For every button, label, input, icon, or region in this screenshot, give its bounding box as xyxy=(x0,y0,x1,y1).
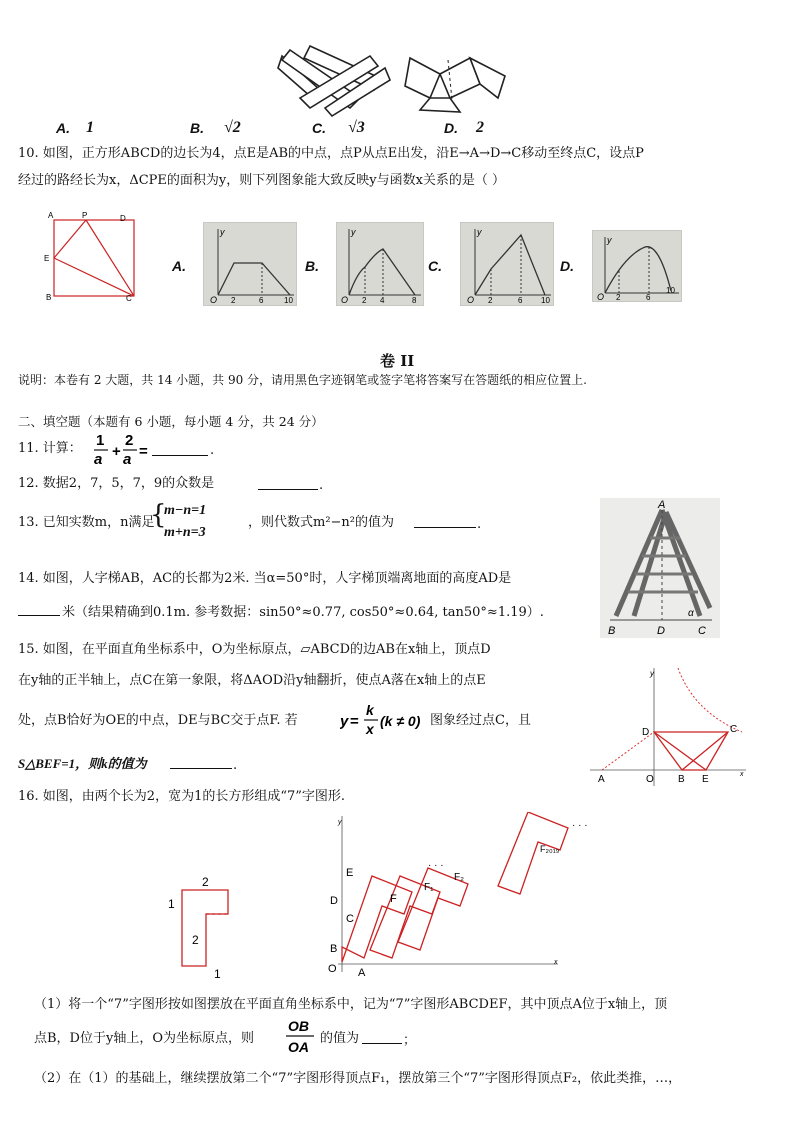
q15-label-b: B xyxy=(678,774,685,785)
svg-text:a: a xyxy=(94,451,103,468)
q9-option-b-value: √2 xyxy=(224,119,241,136)
q15-text-line3b: 图象经过点C，且 xyxy=(430,713,531,728)
q10-option-c-letter: C. xyxy=(428,258,442,274)
q12-text: 12. 数据2，7，5，7，9的众数是 xyxy=(18,476,215,491)
q14-answer-blank[interactable] xyxy=(18,601,60,616)
q10-label-p: P xyxy=(82,211,88,220)
q16-small-label-mid: 2 xyxy=(192,933,199,947)
q14-label-alpha: α xyxy=(688,608,694,619)
q15-text-line2: 在y轴的正半轴上，点C在第一象限，将ΔAOD沿y轴翻折，使点A落在x轴上的点E xyxy=(18,673,486,688)
q15-text-line4: S△BEF=1，则k的值为 xyxy=(18,756,147,771)
svg-text:O: O xyxy=(597,292,605,302)
svg-text:y: y xyxy=(477,227,482,237)
q10-label-b: B xyxy=(46,293,52,302)
part2-title: 卷 II xyxy=(380,352,415,370)
q10-a-tick-2: 6 xyxy=(259,296,264,305)
q9-folded-strips-figure xyxy=(270,38,510,118)
q13-eq1: m−n=1 xyxy=(164,503,207,518)
q16-big-label-c: C xyxy=(346,913,354,925)
q10-option-b-letter: B. xyxy=(305,258,319,274)
q9-option-d-letter: D. xyxy=(444,120,458,136)
q15-answer-blank[interactable] xyxy=(170,754,232,769)
q10-square-figure xyxy=(40,210,150,305)
q9-option-a-value: 1 xyxy=(86,119,94,136)
q10-d-tick-1: 2 xyxy=(616,293,621,302)
q10-option-a-letter: A. xyxy=(172,258,186,274)
section2-title: 二、填空题（本题有 6 小题，每小题 4 分，共 24 分） xyxy=(18,414,324,429)
q14-text-line1: 14. 如图，人字梯AB，AC的长都为2米. 当α=50°时，人字梯顶端离地面的高度AD是 xyxy=(18,571,512,586)
q13-brace: { xyxy=(150,500,167,530)
q10-text-line2: 经过的路经长为x，ΔCPE的面积为y，则下列图象能大致反映y与函数x关系的是（ ） xyxy=(18,173,506,188)
svg-text:x: x xyxy=(366,721,374,737)
q10-option-d-letter: D. xyxy=(560,258,574,274)
q16-big-label-o: O xyxy=(328,963,337,975)
svg-text:=: = xyxy=(139,443,148,460)
q16-small-label-top: 2 xyxy=(202,875,209,889)
q10-a-tick-1: 2 xyxy=(231,296,236,305)
q16-big-label-f1: F₁ xyxy=(424,882,434,893)
q11-fraction-expression xyxy=(92,430,152,470)
q16-big-label-f2: F₂ xyxy=(454,872,464,883)
q15-label-a: A xyxy=(598,774,605,785)
q10-label-c: C xyxy=(126,294,132,303)
q9-option-c-value: √3 xyxy=(348,119,365,136)
q9-options-row xyxy=(56,120,756,142)
svg-text:y: y xyxy=(220,227,225,237)
q10-graph-b xyxy=(336,222,424,306)
q11-answer-blank[interactable] xyxy=(152,441,208,456)
q15-label-e: E xyxy=(702,774,709,785)
q10-text-line1: 10. 如图，正方形ABCD的边长为4，点E是AB的中点，点P从点E出发，沿E→A→D→C移动至终点C，设点P xyxy=(18,146,644,161)
q15-label-c: C xyxy=(730,724,738,735)
svg-text:O: O xyxy=(467,295,475,305)
q16-big-label-d: D xyxy=(330,895,338,907)
svg-text:O: O xyxy=(341,295,349,305)
q16-seven-shape-small xyxy=(160,870,240,980)
svg-text:(k ≠ 0): (k ≠ 0) xyxy=(380,713,421,729)
q10-graph-c xyxy=(460,222,554,306)
q13-answer-blank[interactable] xyxy=(414,513,476,528)
q10-label-a: A xyxy=(48,211,54,220)
q15-text-line3a: 处，点B恰好为OE的中点，DE与BC交于点F. 若 xyxy=(18,713,298,728)
q16-ob-oa-fraction xyxy=(284,1014,320,1058)
q16-big-label-y: y xyxy=(338,819,342,826)
svg-text:y: y xyxy=(607,235,612,245)
q10-label-d: D xyxy=(120,214,126,223)
q13-prefix: 13. 已知实数m，n满足 xyxy=(18,515,155,530)
svg-text:2: 2 xyxy=(125,432,134,449)
svg-text:· · ·: · · · xyxy=(428,860,444,871)
q9-option-d-value: 2 xyxy=(476,119,484,136)
q10-d-tick-3: 10 xyxy=(666,286,675,295)
q16-big-label-x: x xyxy=(554,959,558,966)
q13-eq2: m+n=3 xyxy=(164,525,206,540)
q15-coordinate-figure xyxy=(590,662,750,788)
q16-text-line1: 16. 如图，由两个长为2，宽为1的长方形组成“7”字图形. xyxy=(18,789,346,804)
svg-text:OB: OB xyxy=(288,1018,309,1034)
q16-sub2-text: （2）在（1）的基础上，继续摆放第二个“7”字图形得顶点F₁，摆放第三个“7”字图形得顶点F₂，依此类推，…， xyxy=(34,1071,682,1086)
q14-label-c: C xyxy=(698,625,706,637)
q16-sub1-line1: （1）将一个“7”字图形按如图摆放在平面直角坐标系中，记为“7”字图形ABCDEF，其中顶点A位于x轴上，顶 xyxy=(34,997,668,1012)
part2-note: 说明：本卷有 2 大题，共 14 小题，共 90 分，请用黑色字迹钢笔或签字笔将答案写在答题纸的相应位置上. xyxy=(18,373,587,387)
q15-label-y: y xyxy=(650,669,654,678)
q16-big-label-f: F xyxy=(390,893,397,905)
svg-text:OA: OA xyxy=(288,1039,309,1055)
svg-text:· · ·: · · · xyxy=(572,820,588,831)
q9-option-a-letter: A. xyxy=(56,120,70,136)
q9-option-c-letter: C. xyxy=(312,120,326,136)
q10-b-tick-2: 4 xyxy=(380,296,385,305)
q10-b-tick-1: 2 xyxy=(362,296,367,305)
q11-prefix: 11. 计算： xyxy=(18,441,82,456)
q10-label-e: E xyxy=(44,254,50,263)
q16-big-label-b: B xyxy=(330,943,338,955)
q10-graph-a xyxy=(203,222,297,306)
q16-sub1-middle: 的值为 xyxy=(320,1031,360,1046)
q10-c-tick-1: 2 xyxy=(488,296,493,305)
svg-text:a: a xyxy=(123,451,132,468)
q16-big-label-f2019: F₂₀₁₉ xyxy=(540,844,560,854)
svg-text:+: + xyxy=(112,443,121,460)
q15-label-o: O xyxy=(646,774,654,785)
q10-d-tick-2: 6 xyxy=(646,293,651,302)
svg-text:1: 1 xyxy=(96,432,105,449)
q16-seven-shapes-coordinate xyxy=(318,812,618,980)
svg-text:k: k xyxy=(366,702,374,718)
q15-label-d: D xyxy=(642,727,650,738)
q14-label-a: A xyxy=(658,499,666,511)
q14-label-d: D xyxy=(657,625,665,637)
q10-a-tick-3: 10 xyxy=(284,296,293,305)
q10-b-tick-3: 8 xyxy=(412,296,417,305)
q13-middle: ，则代数式m²−n²的值为 xyxy=(248,515,395,530)
q16-sub1-answer-blank[interactable] xyxy=(362,1029,402,1044)
svg-text:=: = xyxy=(350,713,359,730)
q15-label-x: x xyxy=(740,771,744,778)
q9-option-b-letter: B. xyxy=(190,120,204,136)
q16-big-label-a: A xyxy=(358,967,366,979)
q10-c-tick-3: 10 xyxy=(541,296,550,305)
q16-small-label-bottom: 1 xyxy=(214,967,221,980)
q14-text-line2: 米（结果精确到0.1m. 参考数据：sin50°≈0.77, cos50°≈0.64, tan50°≈1.19）. xyxy=(62,605,544,620)
q14-label-b: B xyxy=(608,625,616,637)
svg-text:y: y xyxy=(340,713,349,730)
svg-text:O: O xyxy=(210,295,218,305)
q10-graph-d xyxy=(592,230,682,302)
q16-big-label-e: E xyxy=(346,867,354,879)
q16-small-label-left: 1 xyxy=(168,897,175,911)
q14-ladder-figure xyxy=(600,498,720,638)
svg-text:y: y xyxy=(351,227,356,237)
q15-text-line1: 15. 如图，在平面直角坐标系中，O为坐标原点，▱ABCD的边AB在x轴上，顶点D xyxy=(18,642,491,657)
q10-c-tick-2: 6 xyxy=(518,296,523,305)
q12-answer-blank[interactable] xyxy=(258,475,318,490)
q16-sub1-line2: 点B，D位于y轴上，O为坐标原点，则 xyxy=(34,1031,254,1046)
